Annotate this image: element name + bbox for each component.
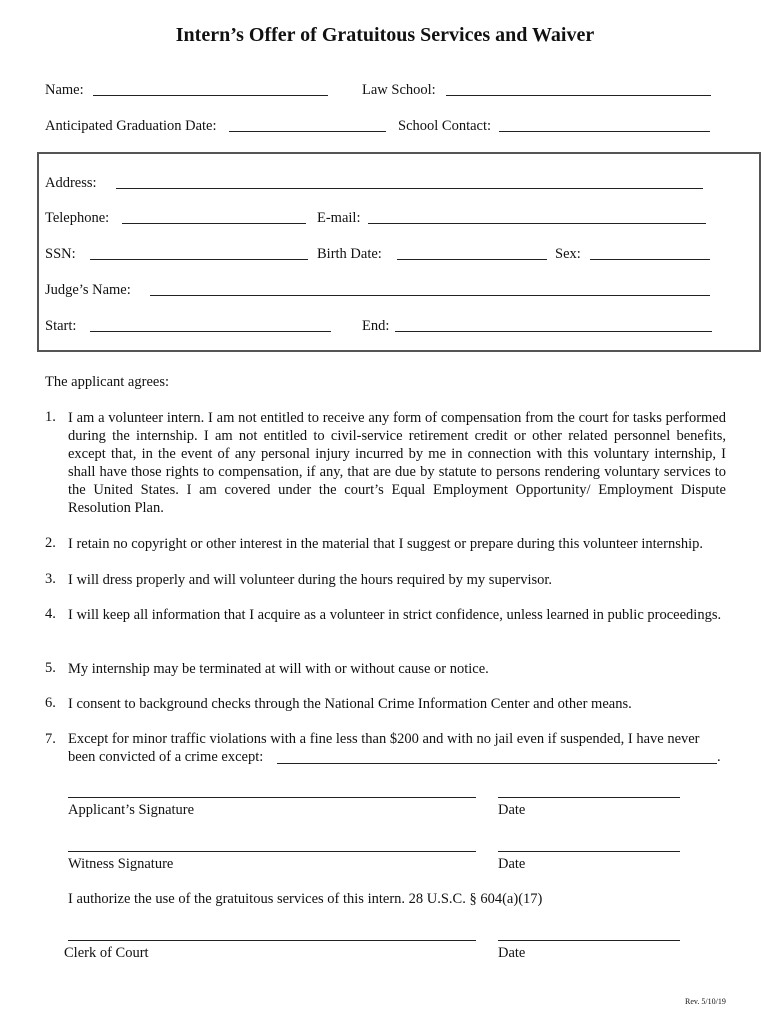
school-contact-field[interactable] xyxy=(499,131,710,132)
agreement-item-5: My internship may be terminated at will with or without cause or notice. xyxy=(68,661,489,677)
email-label: E-mail: xyxy=(317,210,361,226)
item-number: 6. xyxy=(45,695,56,711)
authorization-statement: I authorize the use of the gratuitous services of this intern. 28 U.S.C. § 604(a)(17) xyxy=(68,891,543,907)
start-label: Start: xyxy=(45,318,77,334)
sex-label: Sex: xyxy=(555,246,581,262)
email-field[interactable] xyxy=(368,223,706,224)
name-label: Name: xyxy=(45,82,84,98)
judge-field[interactable] xyxy=(150,295,710,296)
school-contact-label: School Contact: xyxy=(398,118,492,134)
crime-exception-field[interactable] xyxy=(277,763,717,764)
form-title: Intern’s Offer of Gratuitous Services and Waiver xyxy=(175,24,595,46)
agreement-item-2: I retain no copyright or other interest in the material that I suggest or prepare during this volunteer internship. xyxy=(68,536,703,552)
grad-date-label: Anticipated Graduation Date: xyxy=(45,118,217,134)
judge-label: Judge’s Name: xyxy=(45,282,131,298)
witness-date-field[interactable] xyxy=(498,851,680,852)
item-number: 1. xyxy=(45,409,56,425)
date-label: Date xyxy=(498,856,526,872)
end-label: End: xyxy=(362,318,390,334)
applicant-signature-label: Applicant’s Signature xyxy=(68,802,195,818)
agreement-item-6: I consent to background checks through the National Crime Information Center and other means. xyxy=(68,696,632,712)
item-number: 4. xyxy=(45,606,56,622)
item-number: 3. xyxy=(45,571,56,587)
telephone-label: Telephone: xyxy=(45,210,110,226)
agreement-item-7-line2: been convicted of a crime except: xyxy=(68,749,264,765)
agreement-item-3: I will dress properly and will volunteer during the hours required by my supervisor. xyxy=(68,572,553,588)
item-number: 7. xyxy=(45,731,56,747)
ssn-field[interactable] xyxy=(90,259,308,260)
clerk-signature-field[interactable] xyxy=(68,940,476,941)
personal-info-box xyxy=(37,152,761,352)
witness-signature-label: Witness Signature xyxy=(68,856,174,872)
end-field[interactable] xyxy=(395,331,712,332)
birth-date-field[interactable] xyxy=(397,259,547,260)
birth-date-label: Birth Date: xyxy=(317,246,382,262)
revision-date: Rev. 5/10/19 xyxy=(685,997,726,1006)
agreement-item-1: I am a volunteer intern. I am not entitled to receive any form of compensation from the court for tasks performed during the internship. I am not entitled to civil-service retirement credit or other related personnel benefits, except that, in the event of any personal injury incurred by me in connection with this voluntary internship, I shall have those rights to compensation, if any, that are due by statute to persons rendering voluntary services to the United States. I am covered under the court’s Equal Employment Opportunity/ Employment Dispute Resolution Plan. xyxy=(68,410,726,516)
agreement-item-4: I will keep all information that I acquire as a volunteer in strict confidence, unless learned in public proceedings. xyxy=(68,607,722,623)
address-label: Address: xyxy=(45,175,97,191)
agrees-heading: The applicant agrees: xyxy=(45,374,169,390)
start-field[interactable] xyxy=(90,331,331,332)
item-number: 5. xyxy=(45,660,56,676)
item-7-period: . xyxy=(717,749,721,765)
law-school-label: Law School: xyxy=(362,82,436,98)
address-field[interactable] xyxy=(116,188,703,189)
ssn-label: SSN: xyxy=(45,246,76,262)
name-field[interactable] xyxy=(93,95,328,96)
applicant-date-field[interactable] xyxy=(498,797,680,798)
date-label: Date xyxy=(498,802,526,818)
law-school-field[interactable] xyxy=(446,95,711,96)
agreement-item-7-line1: Except for minor traffic violations with a fine less than $200 and with no jail even if suspended, I have never xyxy=(68,731,700,747)
witness-signature-field[interactable] xyxy=(68,851,476,852)
grad-date-field[interactable] xyxy=(229,131,386,132)
telephone-field[interactable] xyxy=(122,223,306,224)
date-label: Date xyxy=(498,945,526,961)
item-number: 2. xyxy=(45,535,56,551)
applicant-signature-field[interactable] xyxy=(68,797,476,798)
sex-field[interactable] xyxy=(590,259,710,260)
clerk-date-field[interactable] xyxy=(498,940,680,941)
clerk-label: Clerk of Court xyxy=(64,945,149,961)
